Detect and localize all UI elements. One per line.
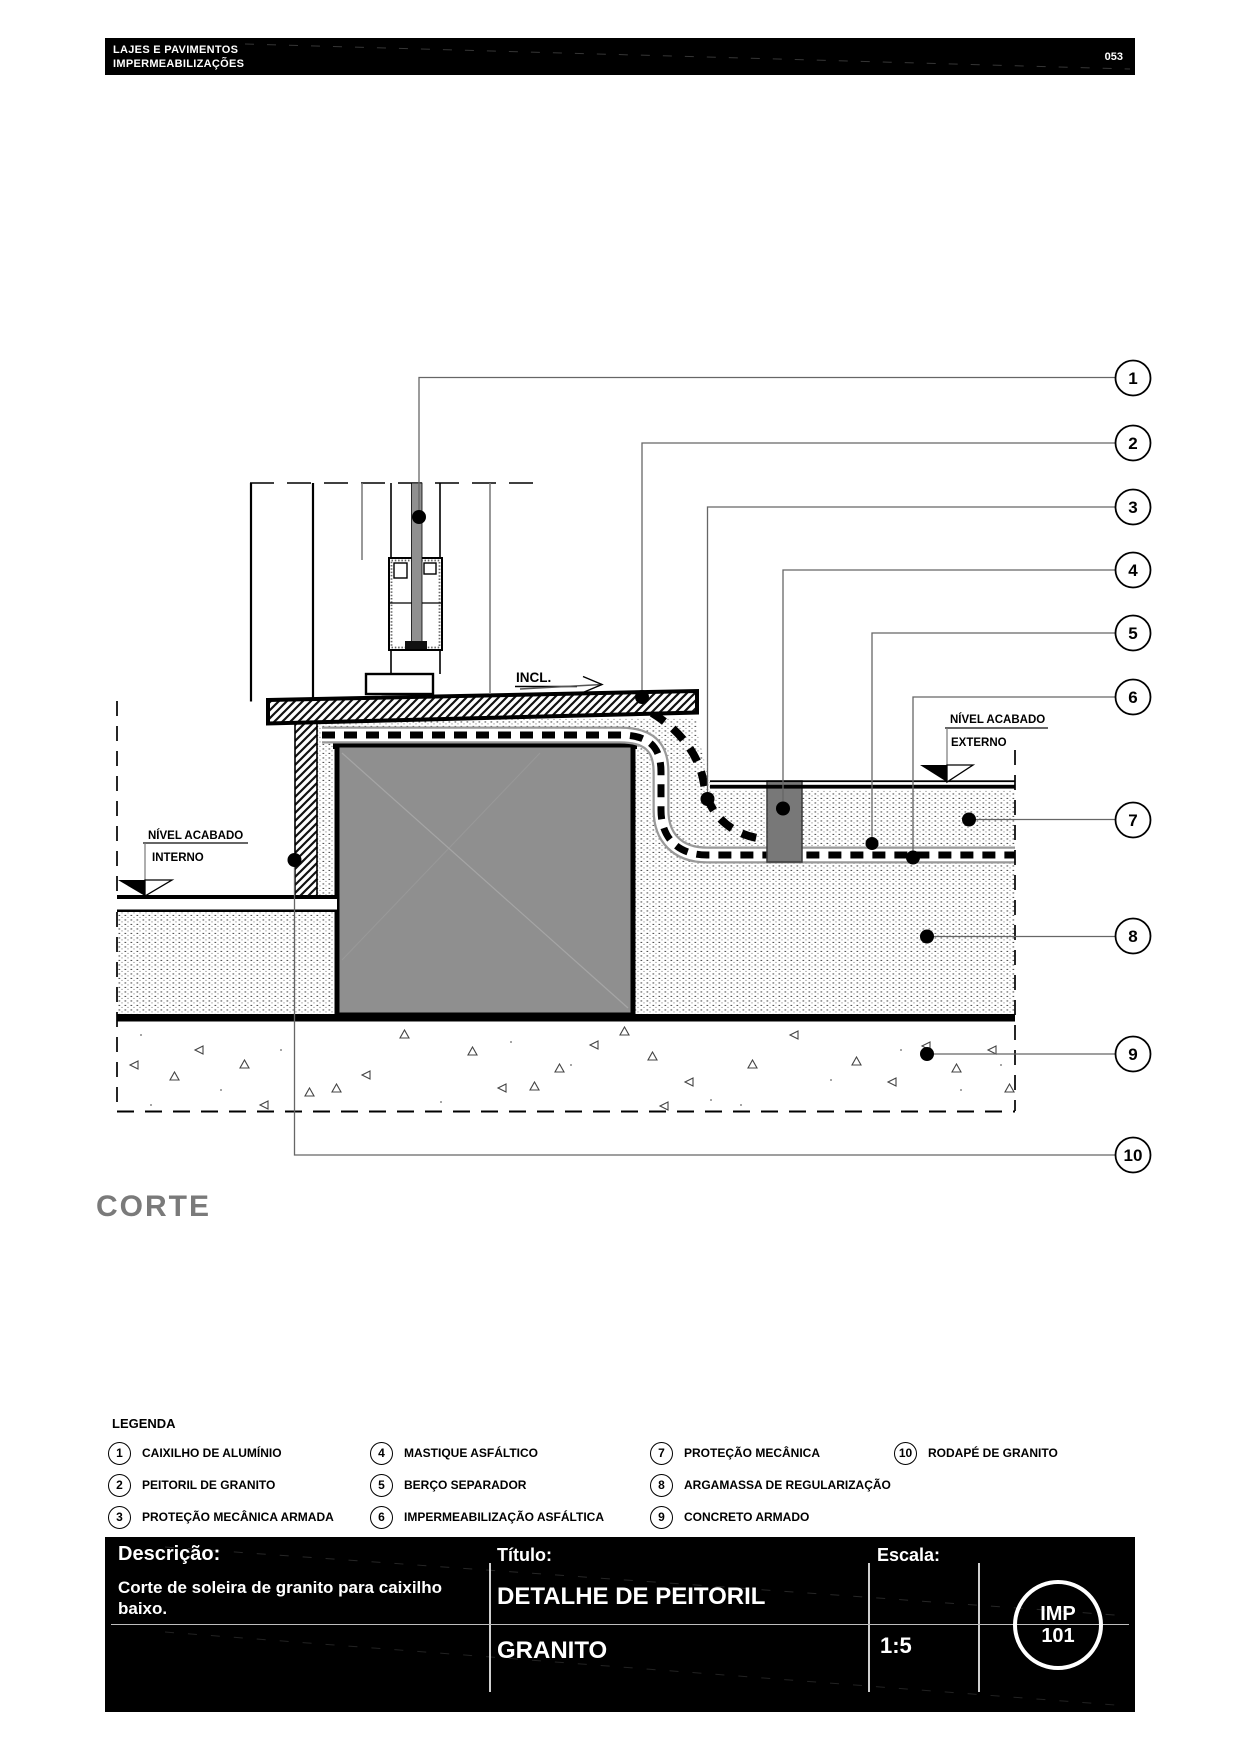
glass-pane — [412, 483, 423, 649]
drawing-title-line2: GRANITO — [497, 1637, 608, 1664]
concrete-specks — [140, 1035, 1002, 1105]
legend-item — [894, 1441, 1058, 1465]
legend-item-number: 3 — [108, 1506, 131, 1529]
legend-item — [370, 1441, 604, 1465]
callout-1-number: 1 — [1128, 369, 1138, 388]
header-line2: IMPERMEABILIZAÇÕES — [113, 57, 245, 70]
drawing-title-line1: DETALHE DE PEITORIL — [497, 1583, 766, 1610]
legend-column-3 — [650, 1441, 891, 1529]
stamp-number: 101 — [1041, 1625, 1075, 1647]
sheet-stamp — [1013, 1580, 1103, 1670]
header-line1: LAJES E PAVIMENTOS — [113, 43, 239, 56]
stamp-code: IMP — [1040, 1603, 1076, 1625]
callout-10 — [1116, 1138, 1151, 1173]
level-marker-internal — [118, 829, 248, 896]
legend-item-number: 8 — [650, 1474, 673, 1497]
section-drawing — [100, 320, 1160, 1240]
callout-balloons — [1116, 361, 1151, 1173]
legend-item — [108, 1441, 334, 1465]
legend-item-number: 7 — [650, 1442, 673, 1465]
title-block — [105, 1537, 1135, 1712]
incline-annotation — [515, 670, 602, 693]
legend-item-label: BERÇO SEPARADOR — [404, 1478, 527, 1492]
level-marker-external — [920, 713, 1048, 782]
window-frame — [250, 483, 545, 702]
scale-value: 1:5 — [880, 1633, 912, 1658]
incl-label: INCL. — [516, 670, 552, 685]
legend-item — [650, 1473, 891, 1497]
page-number: 053 — [1104, 50, 1123, 63]
legend-item — [650, 1505, 891, 1529]
titleblock-divider — [489, 1563, 491, 1692]
view-title: CORTE — [96, 1190, 211, 1223]
description-text: Corte de soleira de granito para caixilho baixo. — [118, 1578, 443, 1618]
callout-2 — [1116, 426, 1151, 461]
legend-column-4 — [894, 1441, 1058, 1465]
titleblock-divider — [111, 1624, 1129, 1625]
legend-item-label: MASTIQUE ASFÁLTICO — [404, 1446, 538, 1460]
callout-4-number: 4 — [1128, 561, 1138, 580]
level-internal-line2: INTERNO — [152, 852, 204, 864]
legend-item-label: PROTEÇÃO MECÂNICA — [684, 1446, 821, 1460]
legend-item-number: 5 — [370, 1474, 393, 1497]
header-scan-artifact — [105, 38, 1135, 75]
callout-4 — [1116, 553, 1151, 588]
scale-label: Escala: — [877, 1545, 941, 1565]
mastic-joint — [767, 781, 802, 862]
callout-6 — [1116, 680, 1151, 715]
legend-item-number: 6 — [370, 1506, 393, 1529]
legend-item-label: PROTEÇÃO MECÂNICA ARMADA — [142, 1510, 334, 1524]
legend-item-label: ARGAMASSA DE REGULARIZAÇÃO — [684, 1478, 891, 1492]
level-external-line1: NÍVEL ACABADO — [950, 714, 1046, 726]
concrete-triangles-up — [170, 1027, 1014, 1096]
titleblock-divider — [868, 1563, 870, 1692]
legend-item — [108, 1505, 334, 1529]
callout-2-number: 2 — [1128, 434, 1138, 453]
legend-item — [370, 1505, 604, 1529]
description-label: Descrição: — [118, 1543, 221, 1565]
callout-3 — [1116, 490, 1151, 525]
callout-5-number: 5 — [1128, 624, 1138, 643]
external-floor — [710, 780, 1015, 788]
concrete-slab — [117, 1014, 1015, 1112]
legend-item-number: 1 — [108, 1442, 131, 1465]
legend-item-label: CAIXILHO DE ALUMÍNIO — [142, 1446, 282, 1460]
header-bar — [105, 38, 1135, 75]
level-external-line2: EXTERNO — [951, 737, 1007, 749]
legend-item-label: IMPERMEABILIZAÇÃO ASFÁLTICA — [404, 1510, 604, 1524]
callout-9-number: 9 — [1128, 1045, 1138, 1064]
legend-item-number: 2 — [108, 1474, 131, 1497]
callout-8 — [1116, 919, 1151, 954]
legend-item-number: 4 — [370, 1442, 393, 1465]
legend-column-2 — [370, 1441, 604, 1529]
legend-item-number: 10 — [894, 1442, 917, 1465]
level-internal-line1: NÍVEL ACABADO — [148, 830, 244, 842]
legend-item-number: 9 — [650, 1506, 673, 1529]
callout-1 — [1116, 361, 1151, 396]
gasket — [405, 641, 427, 649]
legend-item — [650, 1441, 891, 1465]
frame-base — [366, 674, 433, 694]
callout-7 — [1116, 803, 1151, 838]
callout-3-number: 3 — [1128, 498, 1138, 517]
callout-9 — [1116, 1037, 1151, 1072]
masonry-block — [333, 740, 637, 1015]
legend-item-label: CONCRETO ARMADO — [684, 1510, 810, 1524]
legend-title: LEGENDA — [112, 1416, 176, 1431]
legend-item — [108, 1473, 334, 1497]
titleblock-divider — [978, 1563, 980, 1692]
legend-item — [370, 1473, 604, 1497]
callout-6-number: 6 — [1128, 688, 1138, 707]
title-label: Título: — [497, 1545, 552, 1565]
granite-skirting — [295, 722, 317, 896]
callout-8-number: 8 — [1128, 927, 1138, 946]
callout-5 — [1116, 616, 1151, 651]
legend-column-1 — [108, 1441, 334, 1529]
callout-7-number: 7 — [1128, 811, 1138, 830]
legend-item-label: RODAPÉ DE GRANITO — [928, 1446, 1058, 1460]
callout-10-number: 10 — [1123, 1146, 1143, 1165]
legend-item-label: PEITORIL DE GRANITO — [142, 1478, 276, 1492]
internal-floor — [117, 895, 337, 912]
